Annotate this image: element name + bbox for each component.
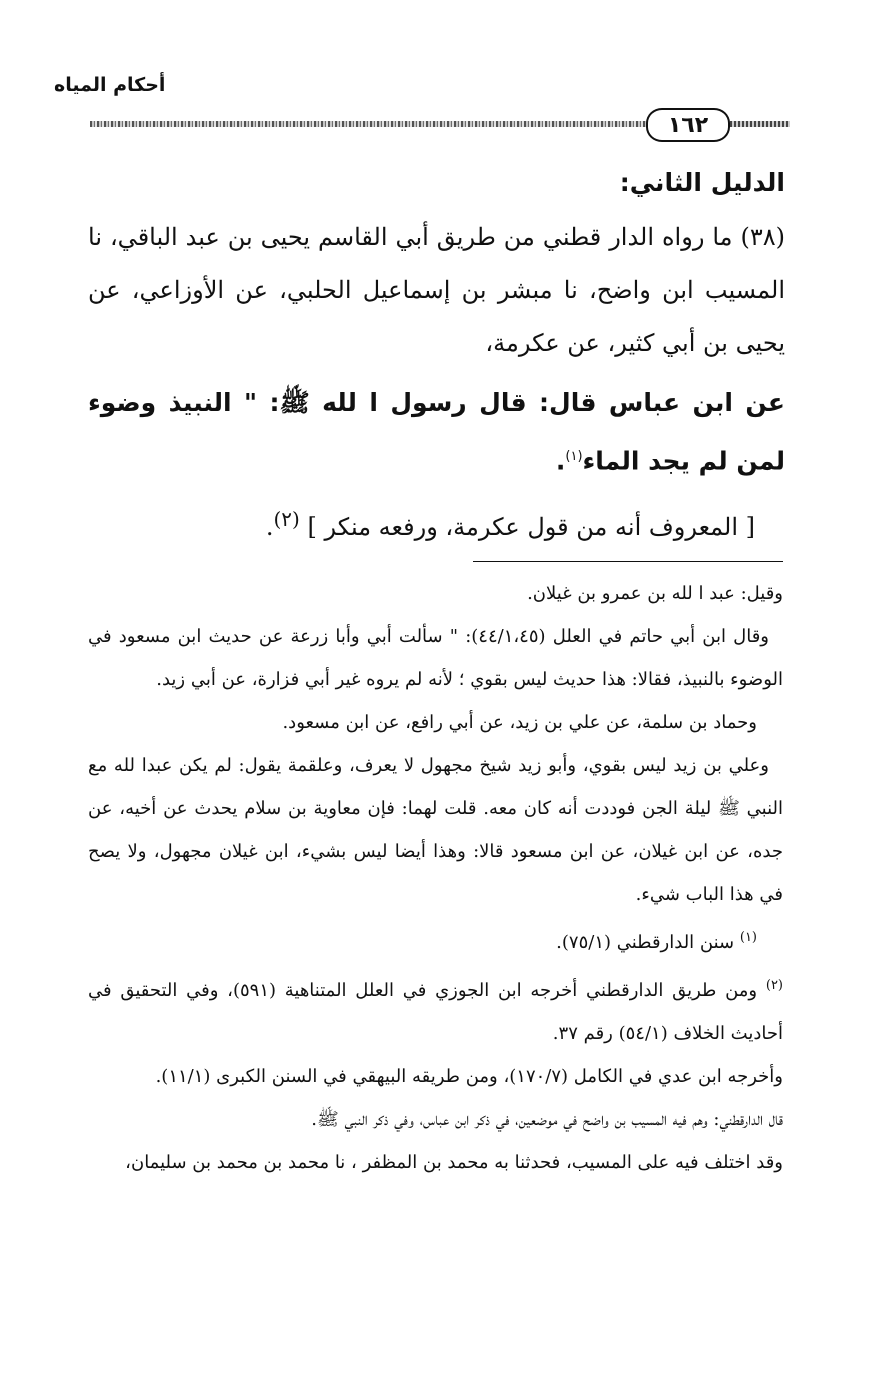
hadith-body: عن ابن عباس قال: قال رسول ا لله ﷺ: " النبيذ وضوء لمن لم يجد الماء xyxy=(88,388,785,476)
footnotes xyxy=(88,572,783,1184)
footnote-1 xyxy=(88,916,783,964)
footnote-paragraph: وقيل: عبد ا لله بن عمرو بن غيلان. xyxy=(527,583,783,604)
footnote-1-text: سنن الدارقطني (٧٥/١). xyxy=(556,932,735,953)
hadith-text xyxy=(88,376,785,488)
isnad-paragraph: (٣٨) ما رواه الدار قطني من طريق أبي القاسم يحيى بن عبد الباقي، نا المسيب ابن واضح، نا مبشر بن إسماعيل الحلبي، عن الأوزاعي، عن يحيى بن أبي كثير، عن عكرمة، xyxy=(88,223,785,357)
ruling-text xyxy=(88,492,755,554)
footnote-paragraph: وقد اختلف فيه على المسيب، فحدثنا به محمد بن المظفر ، نا محمد بن محمد بن سليمان، xyxy=(125,1152,783,1173)
footnote-divider xyxy=(473,561,783,562)
footnote-2-mark: (٢) xyxy=(765,978,783,993)
page-number: ١٦٢ xyxy=(646,108,730,142)
ruling-end: . xyxy=(265,513,274,542)
running-title: أحكام المياه xyxy=(54,74,166,96)
footnote-1-mark: (١) xyxy=(739,930,757,945)
hadith-end: . xyxy=(555,446,566,476)
footnote-ref-1: (١) xyxy=(565,449,583,464)
section-heading: الدليل الثاني: xyxy=(619,168,785,197)
main-text xyxy=(88,160,785,554)
header-rule-ornament xyxy=(730,121,790,127)
ruling-body: [ المعروف أنه من قول عكرمة، ورفعه منكر ] xyxy=(307,513,755,542)
footnote-paragraph: قال الدارقطني: وهم فيه المسيب بن واضح في موضعين، في ذكر ابن عباس، وفي ذكر النبي ﷺ. xyxy=(311,1109,783,1130)
footnote-paragraph: وأخرجه ابن عدي في الكامل (١٧٠/٧)، ومن طريقه البيهقي في السنن الكبرى (١١/١). xyxy=(155,1066,783,1087)
footnote-paragraph: وعلي بن زيد ليس بقوي، وأبو زيد شيخ مجهول لا يعرف، وعلقمة يقول: لم يكن عبدا لله مع النبي ﷺ ليلة الجن فوددت أنه كان معه. قلت لهما: فإن معاوية بن سلام يحدث عن أخيه، عن جده، عن ابن غيلان، عن ابن مسعود قالا: وهذا أيضا ليس بشيء، ابن غيلان مجهول، ولا يصح في هذا الباب شيء. xyxy=(88,755,783,905)
footnote-ref-2: (٢) xyxy=(273,507,300,532)
footnote-2 xyxy=(88,964,783,1055)
footnote-paragraph: وقال ابن أبي حاتم في العلل (٤٤/١،٤٥): " سألت أبي وأبا زرعة عن حديث ابن مسعود في الوضوء بالنبيذ، فقالا: هذا حديث ليس بقوي ؛ لأنه لم يروه غير أبي فزارة، عن أبي زيد. xyxy=(88,626,783,690)
footnote-2-text: ومن طريق الدارقطني أخرجه ابن الجوزي في العلل المتناهية (٥٩١)، وفي التحقيق في أحاديث الخلاف (٥٤/١) رقم ٣٧. xyxy=(88,980,783,1044)
footnote-paragraph: وحماد بن سلمة، عن علي بن زيد، عن أبي رافع، عن ابن مسعود. xyxy=(282,712,757,733)
